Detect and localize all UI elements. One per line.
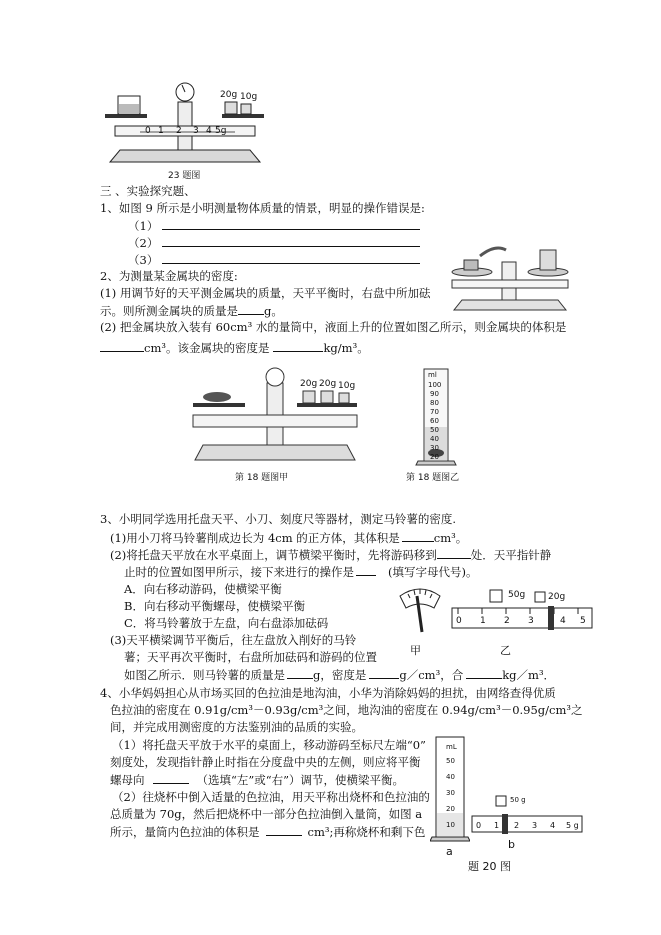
ruler-tick: 5 g [566, 821, 579, 830]
figure-23-balance [100, 82, 270, 167]
q2-line-3: (2) 把金属块放入装有 60cm³ 水的量筒中，液面上升的位置如图乙所示，则金属块的体积是 [100, 320, 567, 334]
q3-part-3-a: (3)天平横梁调节平衡后，往左盘放入削好的马铃 [110, 633, 357, 647]
ruler-tick: 1 [480, 616, 486, 626]
q4-line-8: 总质量为 70g，然后把烧杯中一部分色拉油倒入量筒，如图 a [110, 807, 423, 821]
ruler-tick: 2 [514, 821, 520, 830]
q3-part-3-c: 如图乙所示．则马铃薯的质量是 g，密度是 g／cm³，合 kg／m³． [124, 668, 556, 682]
ruler-tick: 2 [504, 616, 510, 626]
cylinder-tick: 20 [430, 453, 439, 461]
ruler-tick: 4 [550, 821, 556, 830]
weight-label: 10g [240, 92, 258, 102]
q1-item-1: （1） [128, 218, 420, 233]
cylinder-tick: 40 [430, 435, 439, 443]
q1-item-3: （3） [128, 252, 420, 267]
scale-label: 3 [193, 126, 199, 136]
scale-label: 2 [176, 126, 182, 136]
q4-line-2: 色拉油的密度在 0.91g/cm³－0.93g/cm³之间，地沟油的密度在 0.94g/cm³－0.95g/cm³之 [110, 703, 583, 717]
section-title: 三 、实验探究题、 [100, 184, 196, 198]
weight-label: 50 g [510, 796, 526, 804]
cylinder-tick: 60 [430, 417, 439, 425]
q4-line-7: （2）往烧杯中倒入适量的色拉油，用天平称出烧杯和色拉油的 [112, 790, 430, 804]
q3-caption-b: 乙 [500, 644, 511, 657]
cylinder-tick: 50 [446, 757, 455, 765]
q1-balance-figure [440, 240, 580, 315]
scale-label: 4 [206, 126, 212, 136]
q1-item-2: （2） [128, 235, 420, 250]
q4-line-9: 所示，量筒内色拉油的体积是 cm³;再称烧杯和剩下色 [110, 825, 426, 839]
ruler-tick: 0 [476, 821, 482, 830]
cylinder-tick: 30 [446, 789, 455, 797]
ruler-tick: 4 [560, 616, 566, 626]
q3-part-2: (2)将托盘天平放在水平桌面上，调节横梁平衡时，先将游码移到 处．天平指针静 [110, 548, 552, 562]
q4-line-1: 4、小华妈妈担心从市场买回的色拉油是地沟油，小华为消除妈妈的担扰，由网络查得优质 [100, 686, 556, 700]
q1-stem: 1、如图 9 所示是小明测量物体质量的情景，明显的操作错误是: [100, 201, 425, 215]
weight-label: 10g [338, 381, 356, 391]
q2-line-1: (1) 用调节好的天平测金属块的质量，天平平衡时，右盘中所加砝 [100, 286, 431, 300]
q2-line-4: cm³。该金属块的密度是 kg/m³。 [100, 340, 369, 355]
q2-stem: 2、为测量某金属块的密度: [100, 269, 238, 283]
cylinder-tick: 70 [430, 408, 439, 416]
q3-part-2-cont: 止时的位置如图甲所示，接下来进行的操作是 (填写字母代号)。 [124, 565, 478, 579]
figure-23-caption: 23 题图 [168, 171, 201, 181]
q3-figure-b-ruler [450, 584, 595, 634]
q4-figure-b-ruler [470, 790, 585, 835]
q3-figure-a-dial [398, 584, 442, 636]
q2-figure-b-cylinder [410, 365, 470, 470]
q3-option-a: A．向右移动游码，使横梁平衡 [124, 582, 282, 596]
q4-figure-caption: 题 20 图 [468, 860, 511, 873]
q4-figure-a-cylinder [430, 735, 470, 845]
q4-caption-a: a [446, 845, 453, 858]
cylinder-tick: 50 [430, 426, 439, 434]
ruler-tick: 3 [532, 821, 538, 830]
q4-caption-b: b [508, 838, 515, 851]
cylinder-tick: 20 [446, 805, 455, 813]
q4-line-3: 间，并完成用测密度的方法鉴别油的品质的实验。 [110, 720, 363, 734]
q2-caption-b: 第 18 题图乙 [406, 473, 460, 483]
ruler-tick: 0 [456, 616, 462, 626]
weight-label: 20g [220, 90, 238, 100]
ruler-tick: 3 [528, 616, 534, 626]
q3-part-1: (1)用小刀将马铃薯削成边长为 4cm 的正方体，其体积是 cm³。 [110, 531, 468, 545]
q3-part-3-b: 薯；天平再次平衡时，右盘所加砝码和游码的位置 [124, 650, 377, 664]
cylinder-tick: 40 [446, 773, 455, 781]
cylinder-tick: 90 [430, 390, 439, 398]
q4-line-5: 刻度处，发现指针静止时指在分度盘中央的左侧，则应将平衡 [110, 755, 421, 769]
cylinder-tick: 100 [428, 381, 442, 389]
q3-option-b: B．向右移动平衡螺母，使横梁平衡 [124, 599, 305, 613]
cylinder-tick: 10 [446, 821, 455, 829]
q3-stem: 3、小明同学选用托盘天平、小刀、刻度尺等器材，测定马铃薯的密度. [100, 512, 456, 526]
cylinder-unit: mL [446, 743, 457, 751]
weight-label: 50g [508, 590, 526, 600]
q4-line-4: （1）将托盘天平放于水平的桌面上，移动游码至标尺左端“0” [112, 738, 426, 752]
q4-line-6: 螺母向 （选填“左”或“右”）调节，使横梁平衡。 [110, 773, 405, 787]
weight-label: 20g [300, 379, 318, 389]
q2-figure-a-balance [185, 365, 365, 465]
weight-label: 20g [548, 592, 566, 602]
q2-caption-a: 第 18 题图甲 [235, 473, 289, 483]
cylinder-unit: ml [428, 371, 437, 379]
q2-line-2: 示。则所测金属块的质量是 g。 [100, 304, 283, 318]
q3-option-c: C．将马铃薯放于左盘，向右盘添加砝码 [124, 616, 329, 630]
scale-label: 0 [145, 126, 151, 136]
cylinder-tick: 80 [430, 399, 439, 407]
ruler-tick: 1 [494, 821, 500, 830]
scale-label: 1 [158, 126, 164, 136]
scale-label: 5g [215, 126, 227, 136]
cylinder-tick: 30 [430, 444, 439, 452]
weight-label: 20g [319, 379, 337, 389]
ruler-tick: 5 [580, 616, 586, 626]
q3-caption-a: 甲 [410, 644, 421, 657]
